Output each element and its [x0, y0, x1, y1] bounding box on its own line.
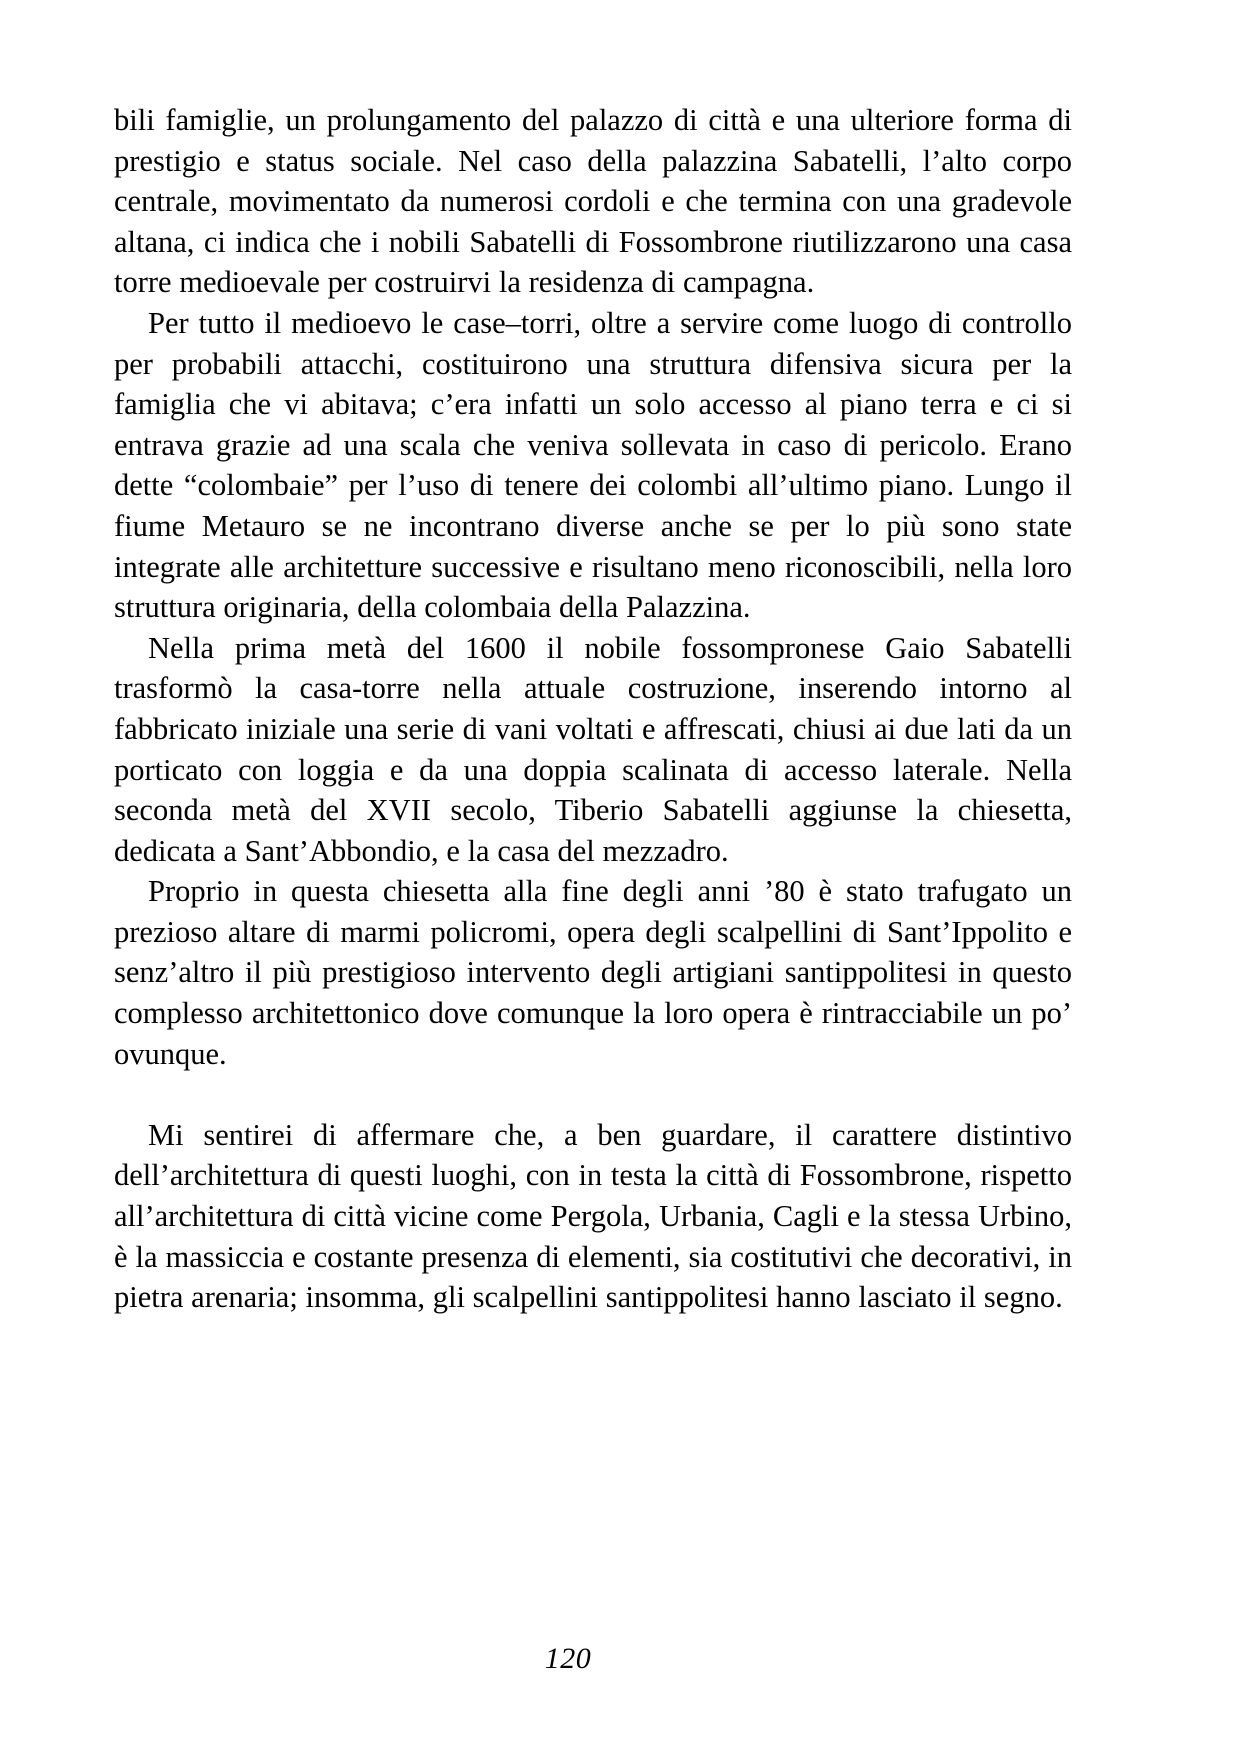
paragraph-4: Proprio in questa chiesetta alla fine degli anni ’80 è stato trafugato un prezioso altare di marmi policromi, opera degli scalpellini di Sant’Ippolito e senz’altro il più prestigioso intervento degli artigiani santippolitesi in questo complesso architettonico dove comunque la loro opera è rintracciabile un po’ ovunque. [114, 874, 1072, 1071]
page-number-footer [0, 1642, 1240, 1676]
page-number: 120 [544, 1642, 592, 1675]
body-text-column [114, 100, 1072, 1318]
paragraph-1: bili famiglie, un prolungamento del palazzo di città e una ulteriore forma di prestigio e status sociale. Nel caso della palazzina Sabatelli, l’alto corpo centrale, movimentato da numerosi cordoli e che termina con una gradevole altana, ci indica che i nobili Sabatelli di Fossombrone riutilizzarono una casa torre medioevale per costruirvi la residenza di campagna. [114, 103, 1072, 300]
paragraph-2: Per tutto il medioevo le case–torri, oltre a servire come luogo di controllo per probabili attacchi, costituirono una struttura difensiva sicura per la famiglia che vi abitava; c’era infatti un solo accesso al piano terra e ci si entrava grazie ad una scala che veniva sollevata in caso di pericolo. Erano dette “colombaie” per l’uso di tenere dei colombi all’ultimo piano. Lungo il fiume Metauro se ne incontrano diverse anche se per lo più sono state integrate alle architetture successive e risultano meno riconoscibili, nella loro struttura originaria, della colombaia della Palazzina. [114, 305, 1072, 625]
paragraph-5: Mi sentirei di affermare che, a ben guardare, il carattere distintivo dell’architettura di questi luoghi, con in testa la città di Fossombrone, rispetto all’architettura di città vicine come Pergola, Urbania, Cagli e la stessa Urbino, è la massiccia e costante presenza di elementi, sia costitutivi che decorativi, in pietra arenaria; insomma, gli scalpellini santippolitesi hanno lasciato il segno. [114, 1117, 1072, 1315]
paragraph-3: Nella prima metà del 1600 il nobile fossompronese Gaio Sabatelli trasformò la casa-torre nella attuale costruzione, inserendo intorno al fabbricato iniziale una serie di vani voltati e affrescati, chiusi ai due lati da un porticato con loggia e da una doppia scalinata di accesso laterale. Nella seconda metà del XVII secolo, Tiberio Sabatelli aggiunse la chiesetta, dedicata a Sant’Abbondio, e la casa del mezzadro. [114, 630, 1072, 868]
